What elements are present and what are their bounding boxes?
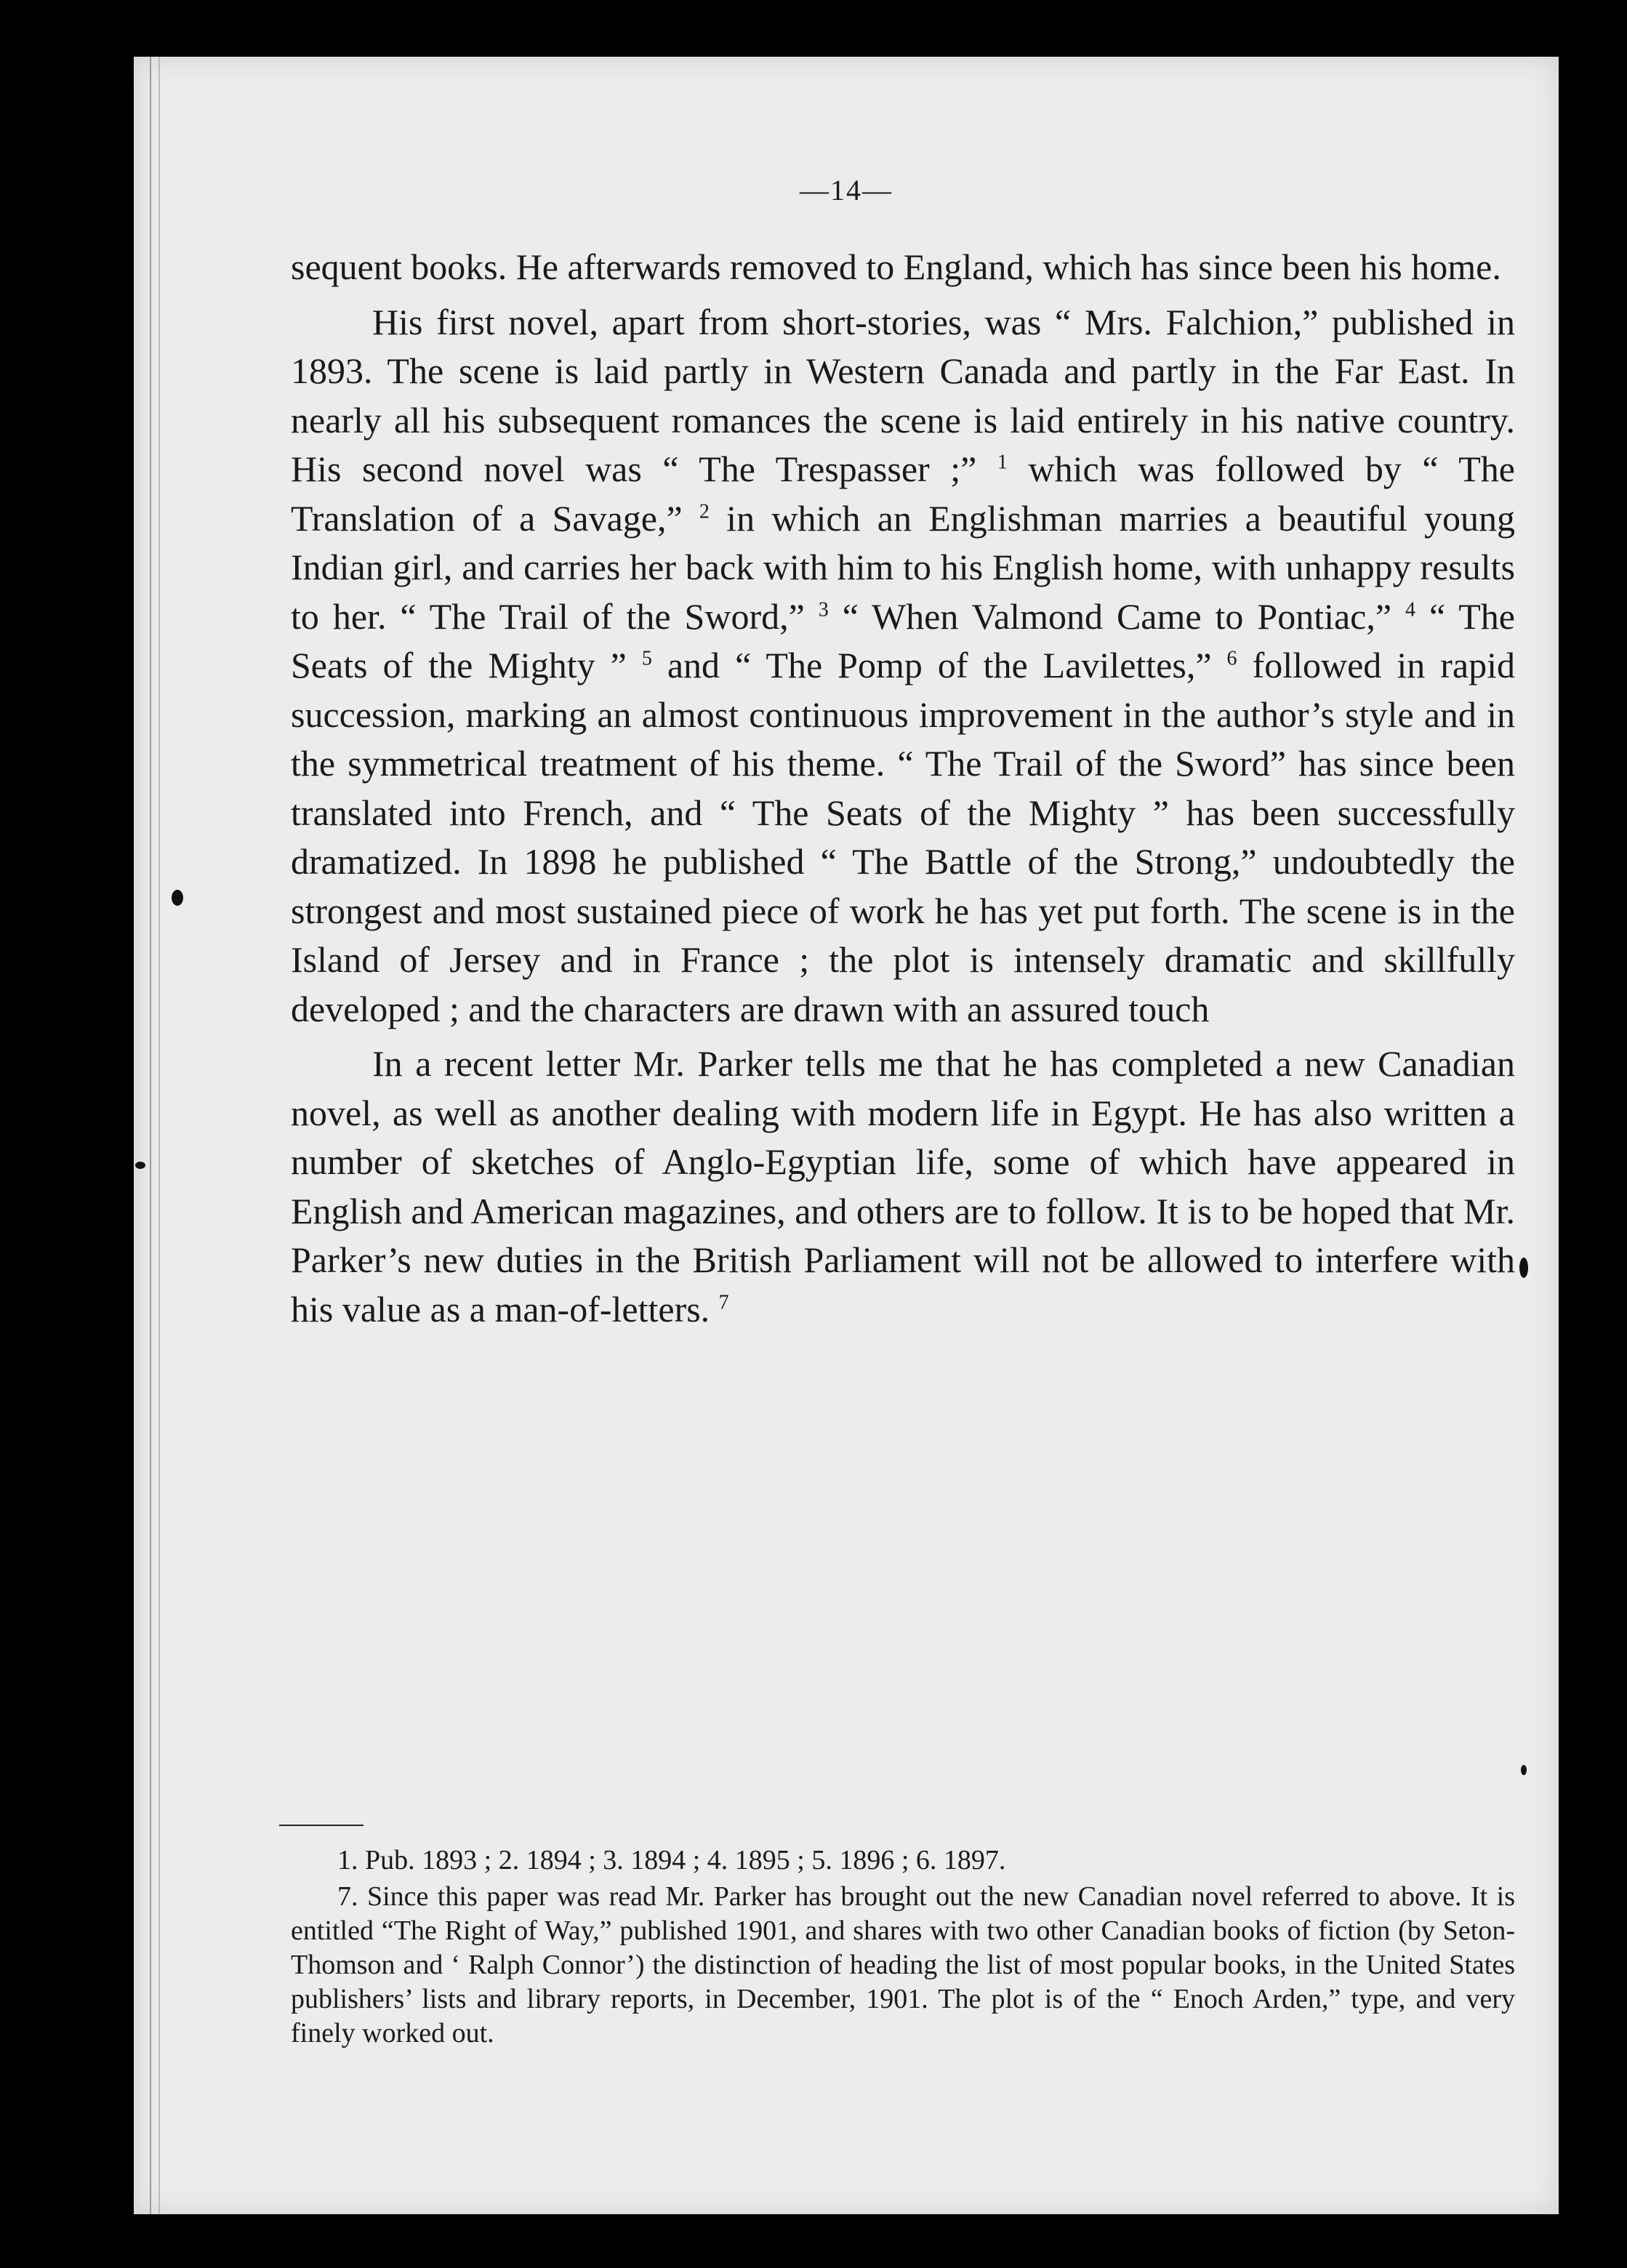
paragraph-text: followed in rapid succession, marking an almost continuous improvement in the author’s style and in the symmetrical treatment of his theme. “ The Trail of the Sword” has since been translated into French, and “ The Seats of the Mighty ” has been successfully dramatized. In 1898 he published “ The Battle of the Strong,” undoubtedly the strongest and most sustained piece of work he has yet put forth. The scene is in the Island of Jersey and in France ; the plot is intensely dramatic and skillfully developed ; and the characters are drawn with an assured touch [291,645,1515,1029]
paragraph-text: His first novel, apart from short-stories, was “ Mrs. Falchion,” published in 1893. The scene is laid partly in Western Canada and partly in the Far East. In nearly all his subsequent romances the scene is laid entirely in his native country. His second novel was “ The Trespasser ;” [291,301,1515,489]
scan-speck [1519,1258,1528,1278]
page-edge-line [150,57,151,2214]
paragraph-text: “ The Seats of the Mighty ” [291,595,1515,685]
paragraph [291,243,1515,292]
body-text [291,243,1515,1334]
paragraph-text: which was followed by “ The Translation of a Savage,” [291,449,1515,539]
paragraph-text: In a recent letter Mr. Parker tells me that he has completed a new Canadian novel, as well as another dealing with modern life in Egypt. He has also written a number of sketches of Anglo-Egyptian life, some of which have appeared in English and American magazines, and others are to follow. It is to be hoped that Mr. Parker’s new duties in the British Parliament will not be allowed to interfere with his value as a man-of-letters. [291,1043,1515,1330]
footnote-rule [279,1825,363,1826]
page-number: —14— [800,174,893,206]
footnote-marker: 3 [818,598,829,621]
footnote-marker: 6 [1226,647,1237,670]
scan-speck [135,1162,145,1169]
document-page [134,57,1559,2214]
footnote-1: 1. Pub. 1893 ; 2. 1894 ; 3. 1894 ; 4. 1895 ; 5. 1896 ; 6. 1897. [337,1845,1006,1875]
scan-speck [172,890,183,906]
footnote-marker: 4 [1405,598,1416,621]
footnote-7: 7. Since this paper was read Mr. Parker has brought out the new Canadian novel referred to above. It is entitled “The Right of Way,” published 1901, and shares with two other Canadian books of fiction (by Seton-Thomson and ‘ Ralph Connor’) the distinction of heading the list of most popular books, in the United States publishers’ lists and library reports, in December, 1901. The plot is of the “ Enoch Arden,” type, and very finely worked out. [291,1881,1515,2048]
page-edge-line [158,57,160,2214]
paragraph-text: “ When Valmond Came to Pontiac,” [828,595,1406,637]
paragraph [291,1040,1515,1334]
footnote-marker: 1 [997,451,1008,474]
footnote-marker: 7 [718,1290,729,1314]
paragraph [291,298,1515,1034]
footnote-marker: 5 [641,647,652,670]
paragraph-text: in which an Englishman marries a beautiful young Indian girl, and carries her back with him to his English home, with unhappy results to her. “ The Trail of the Sword,” [291,497,1515,637]
paragraph-text: sequent books. He afterwards removed to England, which has since been his home. [291,246,1501,287]
paragraph-text: and “ The Pomp of the Lavilettes,” [651,645,1227,685]
scan-speck [1521,1765,1527,1775]
footnote-marker: 2 [699,499,710,523]
